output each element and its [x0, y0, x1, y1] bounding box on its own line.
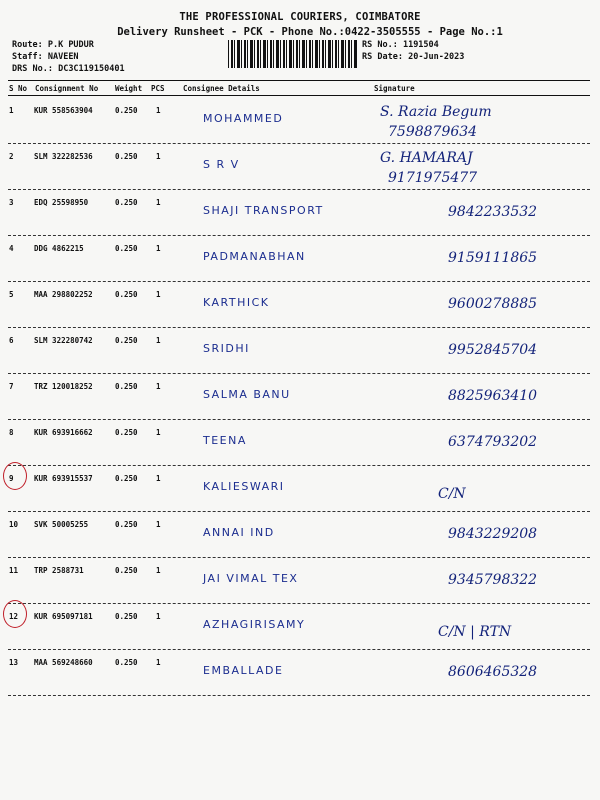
pcs-cell: 1 — [156, 474, 161, 483]
consignment-no-cell: MAA 298802252 — [34, 290, 93, 299]
rs-date-line — [362, 52, 464, 62]
red-circle-mark — [3, 600, 27, 628]
sno-cell: 5 — [9, 290, 14, 299]
table-row — [8, 374, 590, 420]
consignment-no-cell: KUR 693915537 — [34, 474, 93, 483]
pcs-cell: 1 — [156, 198, 161, 207]
signature-phone: 8825963410 — [448, 388, 538, 404]
consignment-no-cell: TRZ 120018252 — [34, 382, 93, 391]
staff-label: Staff: — [12, 52, 43, 62]
signature-phone: 9952845704 — [448, 342, 538, 358]
sno-cell: 2 — [9, 152, 14, 161]
weight-cell: 0.250 — [115, 152, 138, 161]
pcs-cell: 1 — [156, 428, 161, 437]
rs-date-label: RS Date: — [362, 52, 403, 62]
status-note: C/N — [438, 486, 466, 502]
col-weight-header: Weight — [115, 84, 143, 93]
consignment-no-cell: KUR 693916662 — [34, 428, 93, 437]
pcs-cell: 1 — [156, 106, 161, 115]
header-top-rule — [8, 80, 590, 81]
table-row — [8, 604, 590, 650]
signature-phone: 9842233532 — [448, 204, 538, 220]
consignee-name: SALMA BANU — [203, 388, 291, 401]
sno-cell: 11 — [9, 566, 19, 575]
consignment-no-cell: KUR 695097181 — [34, 612, 93, 621]
col-sno-header: S No — [9, 84, 28, 93]
weight-cell: 0.250 — [115, 428, 138, 437]
col-pcs-header: PCS — [151, 84, 165, 93]
pcs-cell: 1 — [156, 612, 161, 621]
weight-cell: 0.250 — [115, 198, 138, 207]
consignee-name: AZHAGIRISAMY — [203, 618, 306, 631]
weight-cell: 0.250 — [115, 474, 138, 483]
status-note: C/N | RTN — [438, 624, 512, 640]
header-bottom-rule — [8, 95, 590, 96]
route-value: P.K PUDUR — [47, 40, 94, 50]
col-consignment-header: Consignment No — [35, 84, 99, 93]
weight-cell: 0.250 — [115, 290, 138, 299]
consignee-name: SHAJI TRANSPORT — [203, 204, 324, 217]
signature-name: G. HAMARAJ — [380, 150, 473, 166]
table-row — [8, 420, 590, 466]
signature-phone: 9843229208 — [448, 526, 538, 542]
document-subtitle: Delivery Runsheet - PCK - Phone No.:0422-3505555 - Page No.:1 — [117, 26, 503, 38]
consignee-name: EMBALLADE — [203, 664, 284, 677]
rs-no-line — [362, 40, 439, 50]
signature-phone: 9171975477 — [388, 170, 478, 186]
signature-phone: 6374793202 — [448, 434, 538, 450]
drs-value: DC3C119150401 — [58, 64, 125, 74]
sno-cell: 10 — [9, 520, 19, 529]
weight-cell: 0.250 — [115, 566, 138, 575]
consignment-no-cell: SLM 322280742 — [34, 336, 93, 345]
sno-cell: 7 — [9, 382, 14, 391]
pcs-cell: 1 — [156, 336, 161, 345]
table-row — [8, 190, 590, 236]
drs-line — [12, 64, 125, 74]
sno-cell: 1 — [9, 106, 14, 115]
signature-phone: 8606465328 — [448, 664, 538, 680]
table-row — [8, 650, 590, 696]
pcs-cell: 1 — [156, 290, 161, 299]
consignee-name: JAI VIMAL TEX — [203, 572, 299, 585]
rs-no-label: RS No.: — [362, 40, 398, 50]
rs-no-value: 1191504 — [402, 40, 439, 50]
table-row — [8, 558, 590, 604]
weight-cell: 0.250 — [115, 520, 138, 529]
consignment-no-cell: DDG 4862215 — [34, 244, 84, 253]
signature-phone: 9600278885 — [448, 296, 538, 312]
drs-label: DRS No.: — [12, 64, 53, 74]
sno-cell: 6 — [9, 336, 14, 345]
pcs-cell: 1 — [156, 244, 161, 253]
rs-date-value: 20-Jun-2023 — [408, 52, 465, 62]
table-row — [8, 512, 590, 558]
red-circle-mark — [3, 462, 27, 490]
consignee-name: PADMANABHAN — [203, 250, 306, 263]
consignment-no-cell: SVK 50005255 — [34, 520, 89, 529]
weight-cell: 0.250 — [115, 658, 138, 667]
document-title: THE PROFESSIONAL COURIERS, COIMBATORE — [179, 11, 421, 23]
col-consignee-header: Consignee Details — [183, 84, 260, 93]
sno-cell: 13 — [9, 658, 19, 667]
weight-cell: 0.250 — [115, 382, 138, 391]
table-row — [8, 98, 590, 144]
consignment-no-cell: MAA 569248660 — [34, 658, 93, 667]
sno-cell: 4 — [9, 244, 14, 253]
table-row — [8, 144, 590, 190]
consignee-name: TEENA — [203, 434, 247, 447]
consignee-name: ANNAI IND — [203, 526, 275, 539]
table-row — [8, 466, 590, 512]
weight-cell: 0.250 — [115, 612, 138, 621]
pcs-cell: 1 — [156, 152, 161, 161]
weight-cell: 0.250 — [115, 336, 138, 345]
table-row — [8, 282, 590, 328]
pcs-cell: 1 — [156, 566, 161, 575]
pcs-cell: 1 — [156, 658, 161, 667]
staff-line — [12, 52, 79, 62]
weight-cell: 0.250 — [115, 106, 138, 115]
staff-value: NAVEEN — [47, 52, 79, 62]
row-divider — [8, 695, 590, 696]
table-row — [8, 328, 590, 374]
barcode — [228, 40, 358, 68]
signature-phone: 9159111865 — [448, 250, 538, 266]
table-row — [8, 236, 590, 282]
consignee-name: MOHAMMED — [203, 112, 284, 125]
consignment-no-cell: EDQ 25598950 — [34, 198, 89, 207]
consignee-name: KARTHICK — [203, 296, 270, 309]
sno-cell: 8 — [9, 428, 14, 437]
sno-cell: 12 — [9, 612, 19, 621]
weight-cell: 0.250 — [115, 244, 138, 253]
consignee-name: SRIDHI — [203, 342, 250, 355]
consignment-no-cell: TRP 2588731 — [34, 566, 84, 575]
signature-name: S. Razia Begum — [380, 104, 492, 120]
signature-phone: 7598879634 — [388, 124, 478, 140]
consignment-no-cell: SLM 322282536 — [34, 152, 93, 161]
col-signature-header: Signature — [374, 84, 415, 93]
signature-phone: 9345798322 — [448, 572, 538, 588]
consignee-name: S R V — [203, 158, 240, 171]
consignee-name: KALIESWARI — [203, 480, 285, 493]
sno-cell: 9 — [9, 474, 14, 483]
consignment-no-cell: KUR 558563904 — [34, 106, 93, 115]
pcs-cell: 1 — [156, 520, 161, 529]
sno-cell: 3 — [9, 198, 14, 207]
pcs-cell: 1 — [156, 382, 161, 391]
route-label: Route: — [12, 40, 43, 50]
route-line — [12, 40, 94, 50]
